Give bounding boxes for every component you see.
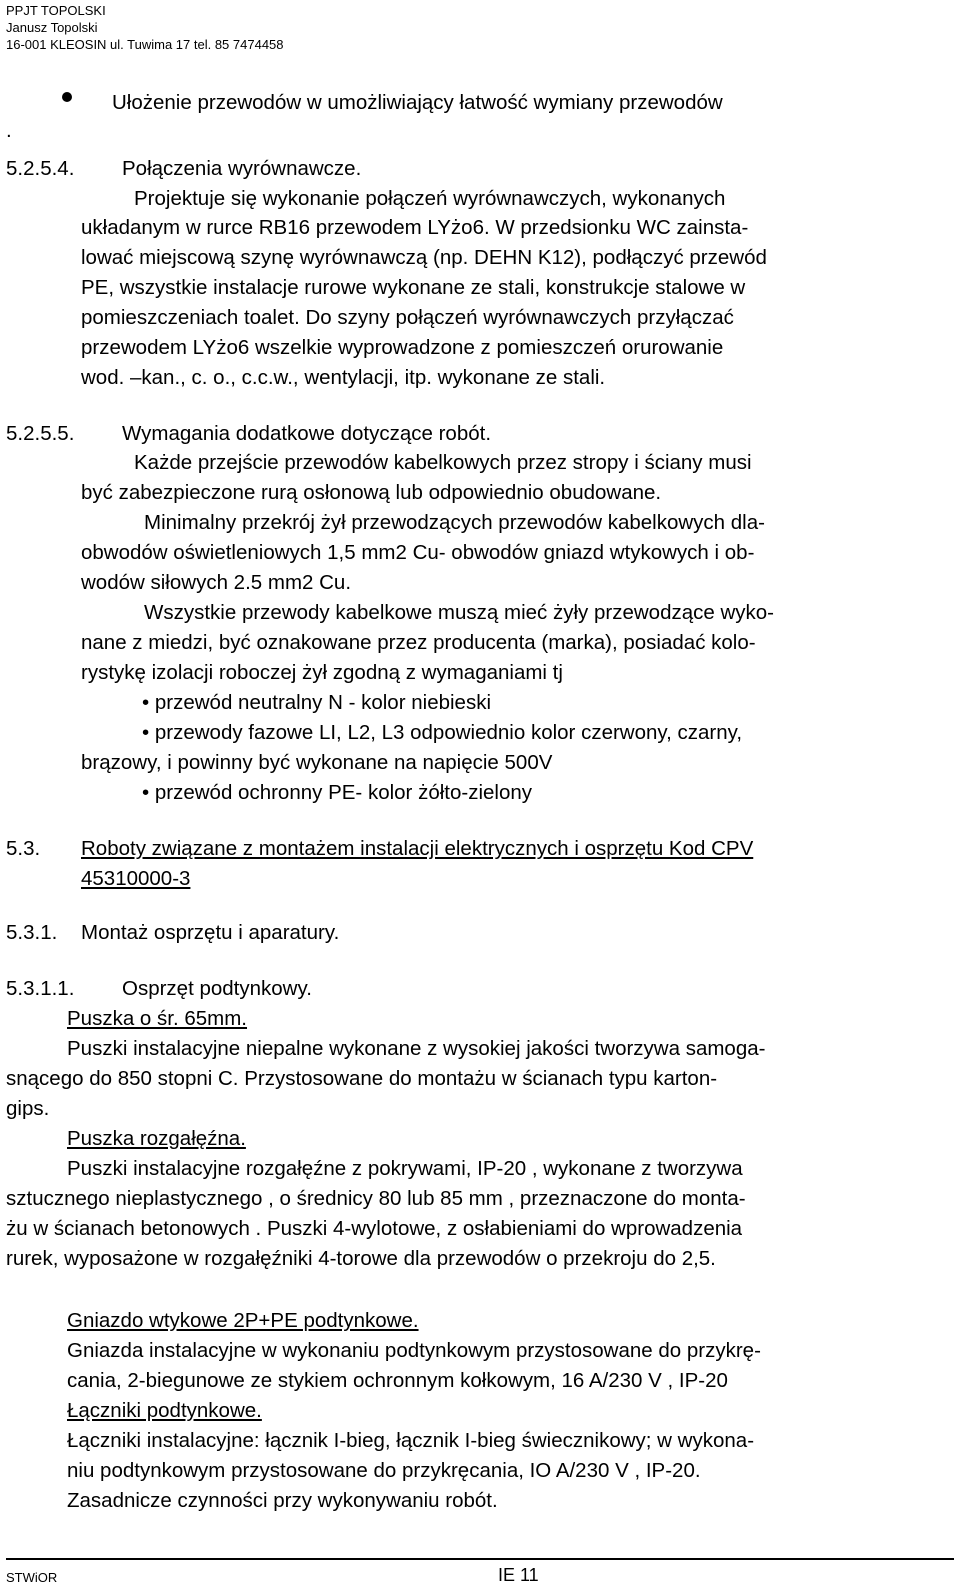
- text-line: Puszki instalacyjne rozgałęźne z pokrywami, IP-20 , wykonane z tworzywa: [67, 1157, 743, 1180]
- text-line: obwodów oświetleniowych 1,5 mm2 Cu- obwodów gniazd wtykowych i ob-: [81, 541, 755, 564]
- text-line: Wymagania dodatkowe dotyczące robót.: [122, 422, 492, 445]
- text-line: sztucznego nieplastycznego , o średnicy 80 lub 85 mm , przeznaczone do monta-: [6, 1187, 746, 1210]
- text-line: pomieszczeniach toalet. Do szyny połączeń wyrównawczych przyłączać: [81, 306, 734, 329]
- text-line: • przewody fazowe LI, L2, L3 odpowiednio kolor czerwony, czarny,: [142, 721, 743, 744]
- text-line: Wszystkie przewody kabelkowe muszą mieć żyły przewodzące wyko-: [144, 601, 775, 624]
- text-line: Łączniki instalacyjne: łącznik I-bieg, łącznik I-bieg świecznikowy; w wykona-: [67, 1429, 755, 1452]
- text-line: cania, 2-biegunowe ze stykiem ochronnym kołkowym, 16 A/230 V , IP-20: [67, 1369, 728, 1392]
- text-line: gips.: [6, 1097, 50, 1120]
- text-line: żu w ścianach betonowych . Puszki 4-wylotowe, z osłabieniami do wprowadzenia: [6, 1217, 743, 1240]
- header-company: PPJT TOPOLSKI: [6, 3, 106, 18]
- text-line: Roboty związane z montażem instalacji elektrycznych i osprzętu Kod CPV: [81, 837, 754, 860]
- text-line: Połączenia wyrównawcze.: [122, 157, 362, 180]
- text-line: Puszki instalacyjne niepalne wykonane z wysokiej jakości tworzywa samoga-: [67, 1037, 766, 1060]
- text-line: Puszka o śr. 65mm.: [67, 1007, 248, 1030]
- text-line: • przewód ochronny PE- kolor żółto-zielony: [142, 781, 533, 804]
- text-line: Gniazda instalacyjne w wykonaniu podtynkowym przystosowane do przykrę-: [67, 1339, 761, 1362]
- footer-divider: [6, 1558, 954, 1560]
- text-line: .: [6, 119, 12, 142]
- header-name: Janusz Topolski: [6, 20, 98, 35]
- text-line: 45310000-3: [81, 867, 191, 890]
- text-line: nane z miedzi, być oznakowane przez producenta (marka), posiadać kolo-: [81, 631, 756, 654]
- text-line: niu podtynkowym przystosowane do przykręcania, IO A/230 V , IP-20.: [67, 1459, 701, 1482]
- text-line: Puszka rozgałęźna.: [67, 1127, 246, 1150]
- text-line: rurek, wyposażone w rozgałęźniki 4-torowe dla przewodów o przekroju do 2,5.: [6, 1247, 716, 1270]
- text-line: PE, wszystkie instalacje rurowe wykonane ze stali, konstrukcje stalowe w: [81, 276, 746, 299]
- text-line: Montaż osprzętu i aparatury.: [81, 921, 340, 944]
- text-line: lować miejscową szynę wyrównawczą (np. DEHN K12), podłączyć przewód: [81, 246, 767, 269]
- text-line: układanym w rurce RB16 przewodem LYżo6. W przedsionku WC zainsta-: [81, 216, 749, 239]
- text-line: 5.2.5.5.: [6, 422, 75, 445]
- bullet-icon: [62, 92, 72, 102]
- text-line: Każde przejście przewodów kabelkowych przez stropy i ściany musi: [134, 451, 752, 474]
- text-line: wod. –kan., c. o., c.c.w., wentylacji, itp. wykonane ze stali.: [81, 366, 606, 389]
- text-line: Osprzęt podtynkowy.: [122, 977, 312, 1000]
- text-line: 5.2.5.4.: [6, 157, 75, 180]
- text-line: Projektuje się wykonanie połączeń wyrównawczych, wykonanych: [134, 187, 726, 210]
- text-line: Ułożenie przewodów w umożliwiający łatwość wymiany przewodów: [112, 91, 723, 114]
- text-line: Gniazdo wtykowe 2P+PE podtynkowe.: [67, 1309, 419, 1332]
- text-line: snącego do 850 stopni C. Przystosowane do montażu w ścianach typu karton-: [6, 1067, 718, 1090]
- text-line: • przewód neutralny N - kolor niebieski: [142, 691, 492, 714]
- footer-page-number: IE 11: [498, 1565, 539, 1585]
- header-address: 16-001 KLEOSIN ul. Tuwima 17 tel. 85 7474458: [6, 37, 284, 52]
- text-line: 5.3.1.: [6, 921, 58, 944]
- text-line: być zabezpieczone rurą osłonową lub odpowiednio obudowane.: [81, 481, 662, 504]
- text-line: Minimalny przekrój żył przewodzących przewodów kabelkowych dla-: [144, 511, 765, 534]
- text-line: przewodem LYżo6 wszelkie wyprowadzone z pomieszczeń orurowanie: [81, 336, 724, 359]
- text-line: Zasadnicze czynności przy wykonywaniu robót.: [67, 1489, 498, 1512]
- footer-doc-code: STWiOR: [6, 1570, 58, 1585]
- text-line: wodów siłowych 2.5 mm2 Cu.: [81, 571, 352, 594]
- text-line: Łączniki podtynkowe.: [67, 1399, 262, 1422]
- text-line: brązowy, i powinny być wykonane na napięcie 500V: [81, 751, 553, 774]
- text-line: 5.3.1.1.: [6, 977, 75, 1000]
- text-line: 5.3.: [6, 837, 41, 860]
- text-line: rystykę izolacji roboczej żył zgodną z wymaganiami tj: [81, 661, 563, 684]
